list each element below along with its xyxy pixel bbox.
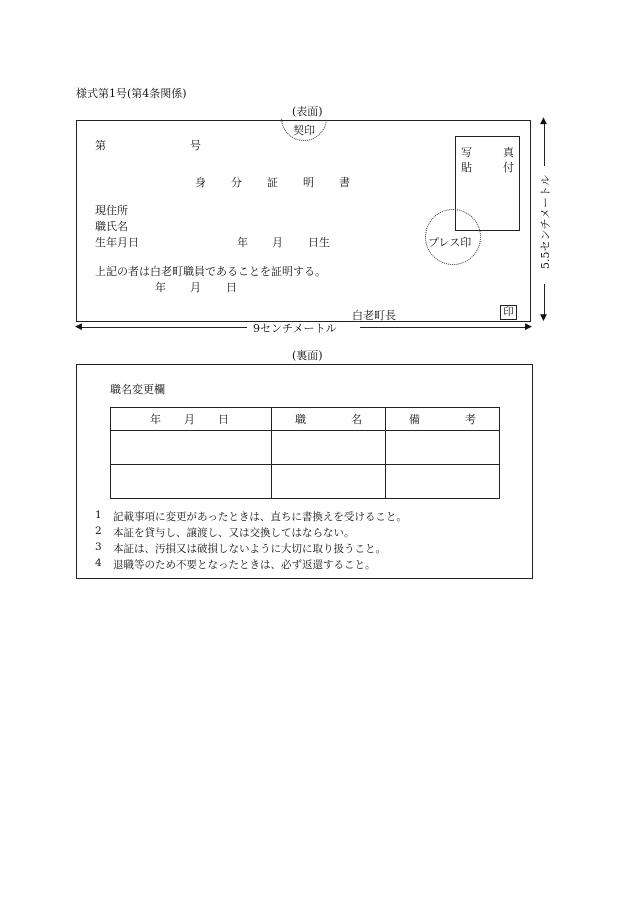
issuer-label: 白老町長: [352, 309, 396, 322]
width-label: 9センチメートル: [253, 322, 337, 335]
header-position-a: 職: [295, 413, 306, 426]
header-position: [272, 408, 386, 431]
change-table: [110, 407, 500, 499]
table-cell: [272, 431, 386, 465]
height-arrow-bottom-head: ▼: [540, 313, 547, 323]
photo-char-1: 写: [461, 146, 472, 159]
width-arrow-right-line: [360, 327, 528, 328]
note-number: 3: [95, 541, 102, 553]
table-row: [111, 465, 500, 499]
note-number: 1: [95, 509, 102, 521]
dob-month: 月: [272, 236, 283, 249]
front-side-label: (表面): [292, 105, 323, 118]
date-month: 月: [190, 281, 201, 294]
dob-year: 年: [237, 236, 248, 249]
table-cell: [386, 431, 500, 465]
section-title: 職名変更欄: [110, 383, 165, 396]
height-label: 5.5センチメートル: [539, 174, 552, 270]
back-side-label: (裏面): [292, 349, 323, 362]
table-row: [111, 431, 500, 465]
header-date: [111, 408, 272, 431]
heading-char-5: 書: [339, 176, 350, 189]
table-cell: [111, 431, 272, 465]
header-remarks: [386, 408, 500, 431]
width-arrow-left-line: [80, 327, 247, 328]
table-header-row: [111, 408, 500, 431]
address-label: 現住所: [95, 204, 128, 217]
note-number: 2: [95, 525, 102, 537]
press-seal-label: プレス印: [428, 236, 472, 249]
note-text: 記載事項に変更があったときは、直ちに書換えを受けること。: [113, 511, 407, 523]
header-remarks-a: 備: [409, 413, 420, 426]
stamp-box: 印: [500, 305, 517, 320]
heading-char-3: 証: [267, 176, 278, 189]
height-arrow-top-head: ▲: [540, 116, 547, 126]
table-cell: [386, 465, 500, 499]
note-number: 4: [95, 557, 102, 569]
date-day: 日: [226, 281, 237, 294]
note-text: 退職等のため不要となったときは、必ず返還すること。: [113, 559, 376, 571]
header-date-day: 日: [218, 413, 229, 426]
job-name-label: 職氏名: [95, 220, 128, 233]
kei-seal-label: 契印: [293, 124, 315, 137]
height-arrow-top-line: [544, 124, 545, 166]
heading-char-1: 身: [195, 176, 206, 189]
height-arrow-bottom-line: [544, 284, 545, 315]
heading-char-2: 分: [231, 176, 242, 189]
table-cell: [272, 465, 386, 499]
note-text: 本証を貸与し、譲渡し、又は交換してはならない。: [113, 527, 355, 539]
certify-text: 上記の者は白老町職員であることを証明する。: [95, 265, 326, 278]
number-suffix: 号: [190, 139, 201, 152]
note-text: 本証は、汚損又は破損しないように大切に取り扱うこと。: [113, 543, 386, 555]
heading-char-4: 明: [303, 176, 314, 189]
width-arrow-right-head: ▶: [525, 322, 532, 332]
dob-label: 生年月日: [95, 236, 139, 249]
form-title: 様式第1号(第4条関係): [76, 87, 187, 100]
date-year: 年: [155, 281, 166, 294]
dob-day: 日生: [308, 236, 330, 249]
header-position-b: 名: [351, 413, 362, 426]
width-arrow-left-head: ◀: [75, 322, 82, 332]
number-label: 第: [95, 139, 106, 152]
photo-char-3: 貼: [461, 161, 472, 174]
table-cell: [111, 465, 272, 499]
header-date-month: 月: [184, 413, 195, 426]
photo-char-4: 付: [503, 161, 514, 174]
header-date-year: 年: [150, 413, 161, 426]
header-remarks-b: 考: [465, 413, 476, 426]
photo-char-2: 真: [503, 146, 514, 159]
